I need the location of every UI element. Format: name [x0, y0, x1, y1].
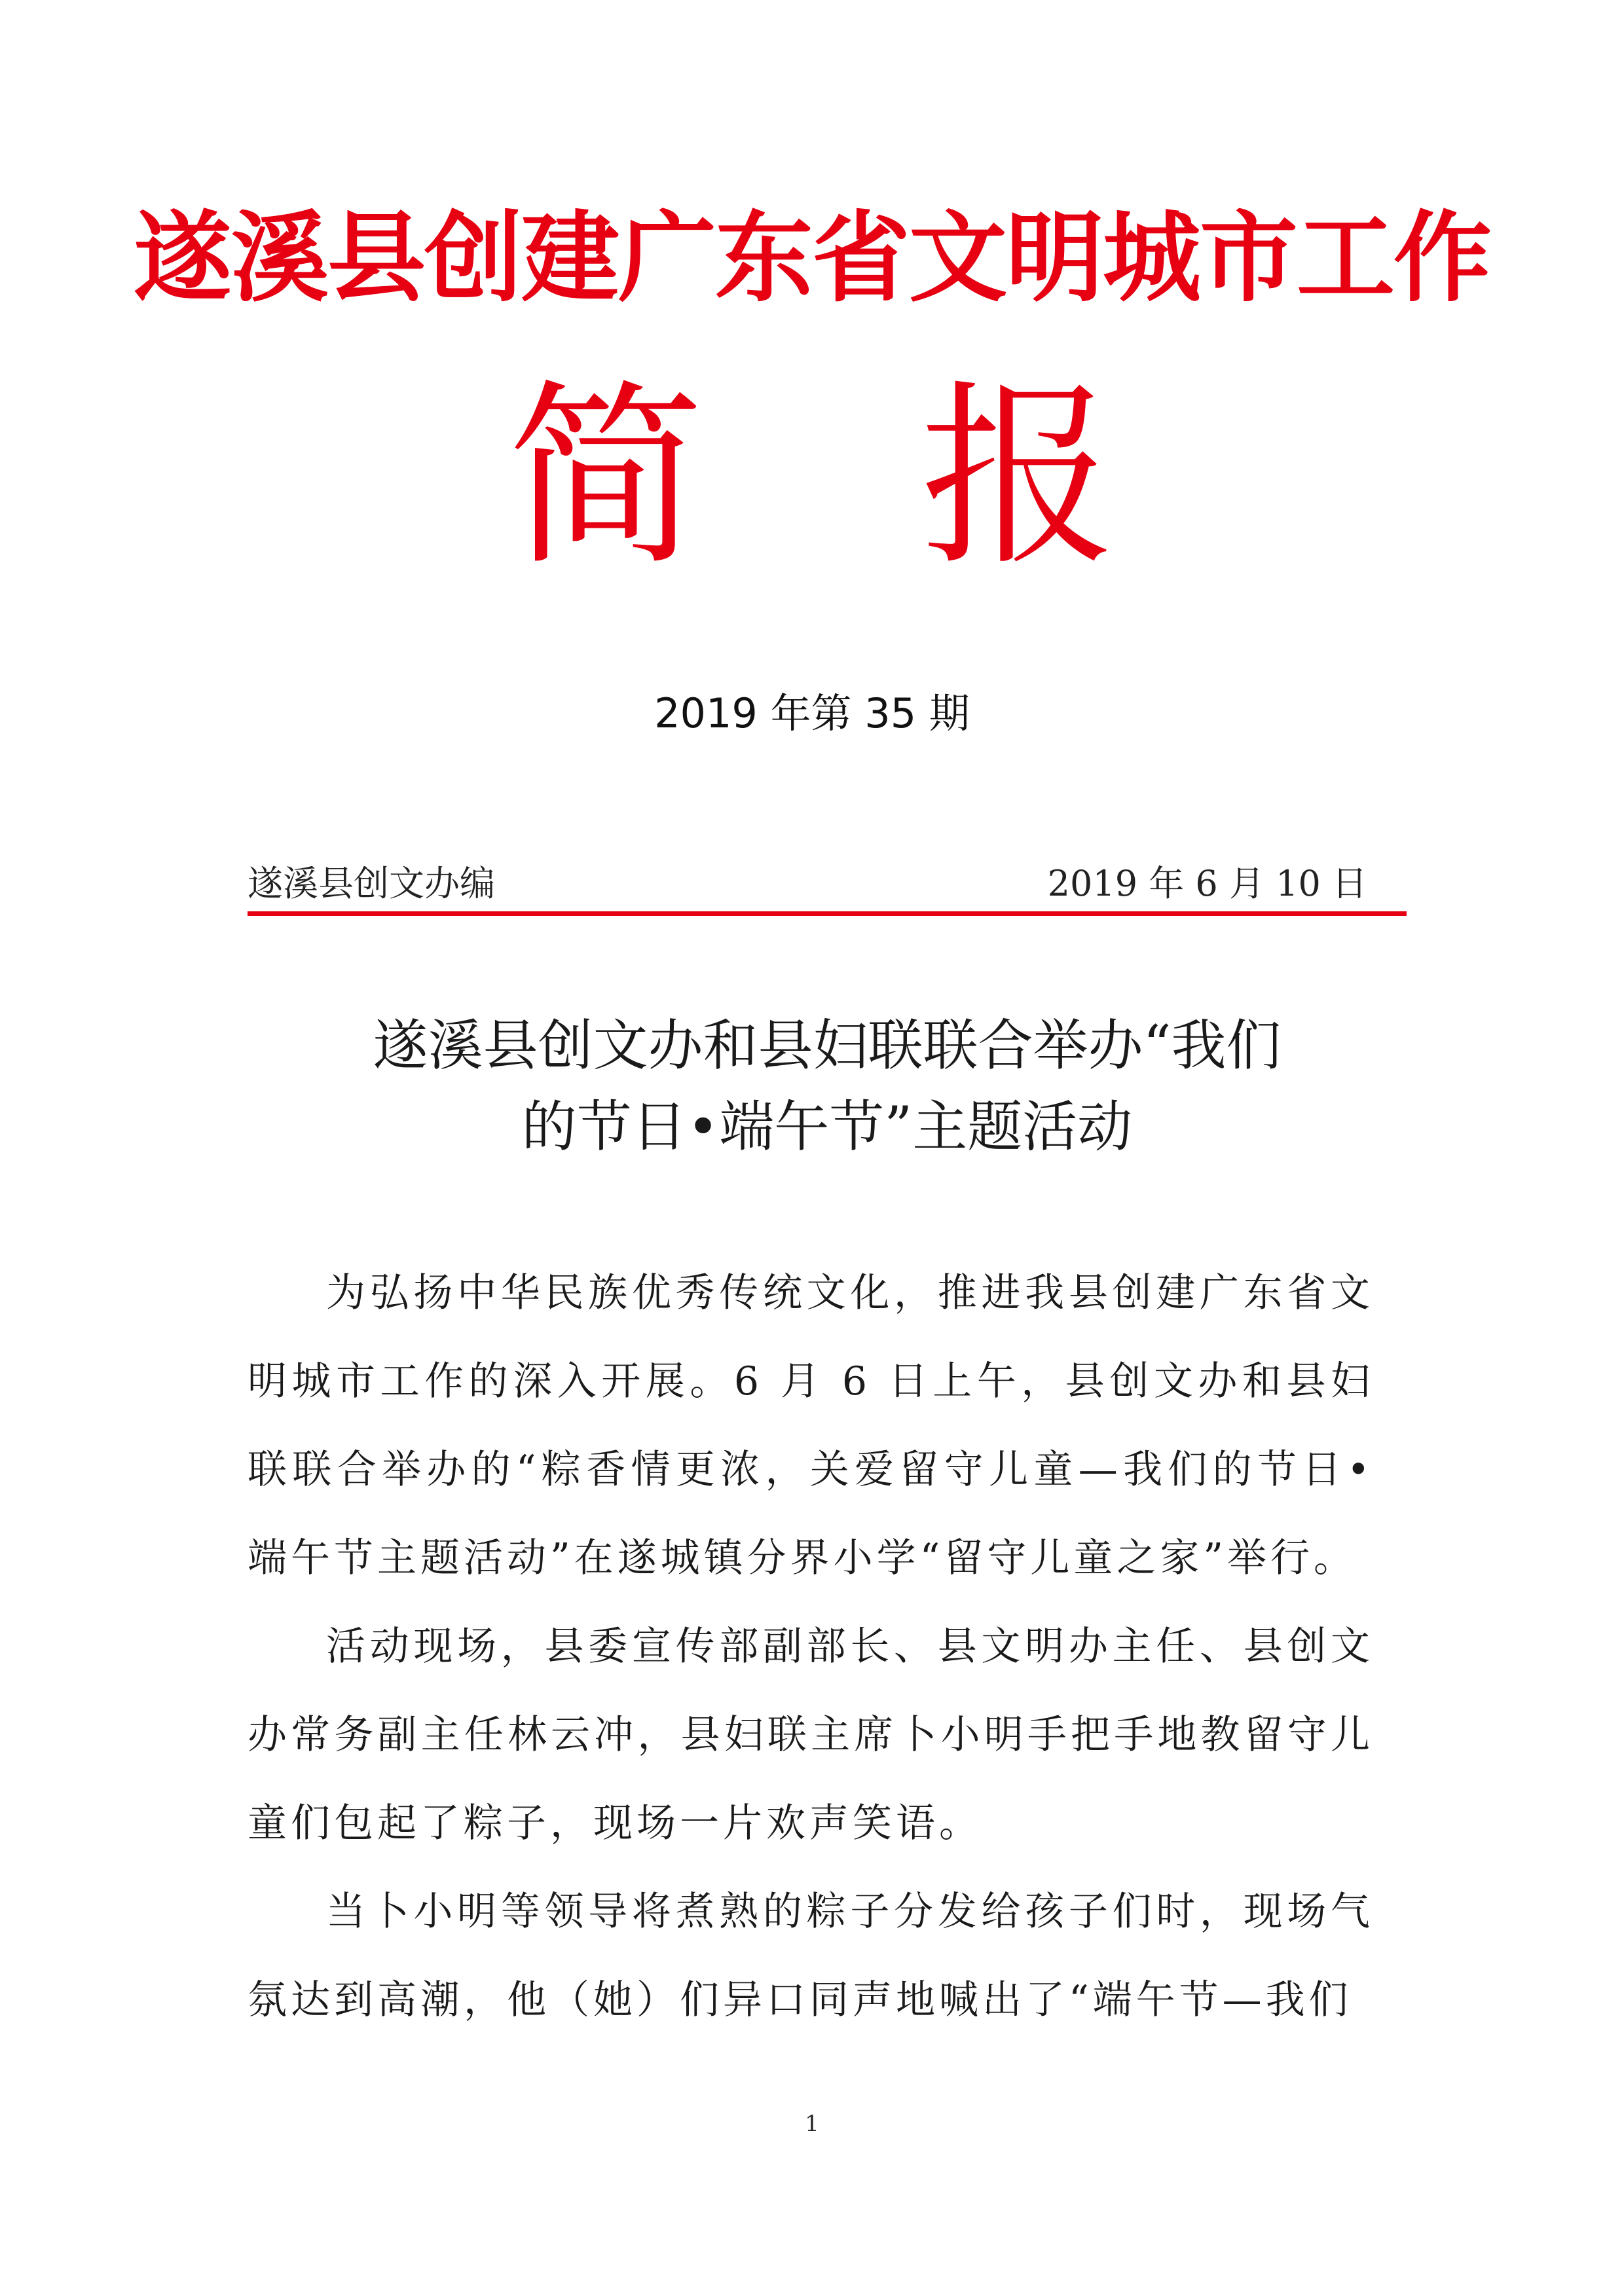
- article-body: [248, 1249, 1374, 2045]
- headline-line-2: 的节日•端午节”主题活动: [521, 1095, 1133, 1159]
- page-number: 1: [805, 2111, 819, 2137]
- masthead-char-bao: 报: [920, 363, 1116, 592]
- headline-line-1: 遂溪县创文办和县妇联联合举办“我们: [373, 1013, 1282, 1078]
- editor-label: 遂溪县创文办编: [248, 863, 495, 904]
- red-divider: [248, 911, 1407, 916]
- body-paragraph: 为弘扬中华民族优秀传统文化，推进我县创建广东省文明城市工作的深入开展。6 月 6 日上午，县创文办和县妇联联合举办的“粽香情更浓，关爱留守儿童—我们的节日•端午节主题活动”在遂城镇分界小学“留守儿童之家”举行。: [248, 1270, 1374, 1581]
- issue-number: 2019 年第 35 期: [654, 689, 970, 737]
- masthead-char-jian: 简: [507, 363, 704, 592]
- masthead-subtitle: [0, 363, 1624, 592]
- body-paragraph: 活动现场，县委宣传部副部长、县文明办主任、县创文办常务副主任林云冲，县妇联主席卜小明手把手地教留守儿童们包起了粽子，现场一片欢声笑语。: [248, 1624, 1374, 1846]
- publish-date: 2019 年 6 月 10 日: [1047, 863, 1367, 904]
- article-headline: [248, 1005, 1407, 1167]
- body-paragraph: 当卜小明等领导将煮熟的粽子分发给孩子们时，现场气氛达到高潮，他（她）们异口同声地喊出了“端午节—我们: [248, 1889, 1374, 2023]
- masthead-title: 遂溪县创建广东省文明城市工作: [133, 202, 1490, 316]
